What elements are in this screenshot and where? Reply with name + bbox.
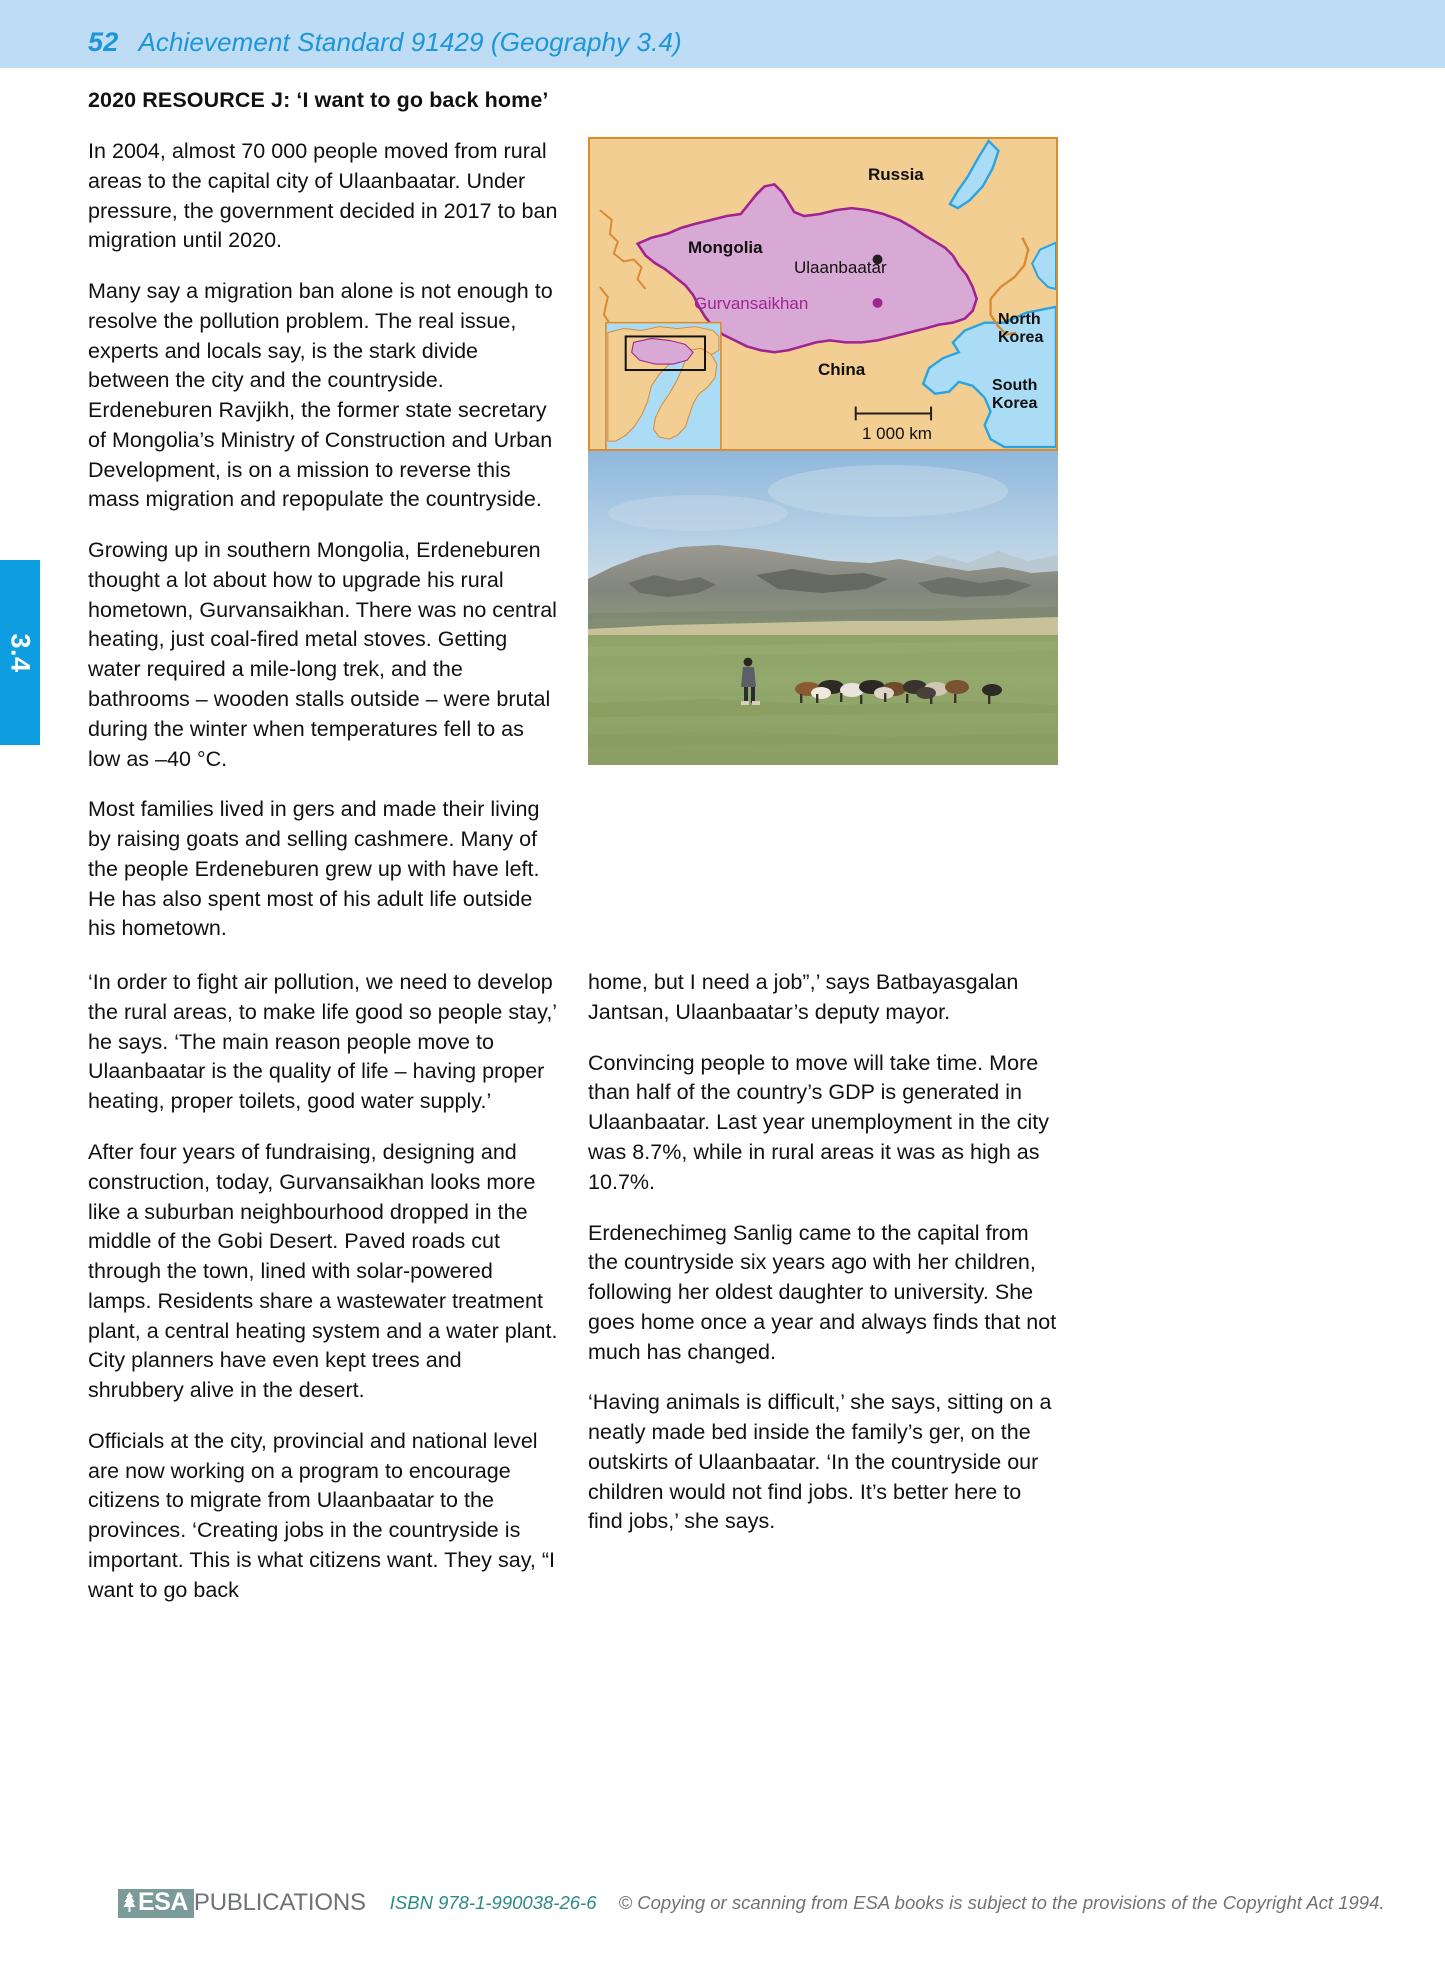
esa-logo — [118, 1888, 366, 1918]
paragraph: After four years of fundraising, designing and construction, today, Gurvansaikhan looks more like a suburban neighbourhood dropped in the middle of the Gobi Desert. Paved roads cut through the town, lined with solar-powered lamps. Residents share a wastewater treatment plant, a central heating system and a water plant. City planners have even kept trees and shrubbery alive in the desert. — [88, 1139, 558, 1403]
lower-section — [88, 968, 1358, 1602]
esa-logo-mark — [118, 1889, 194, 1918]
page-header — [0, 0, 1445, 68]
map-label-mongolia: Mongolia — [688, 238, 763, 257]
page-title: Achievement Standard 91429 (Geography 3.4) — [138, 27, 682, 57]
map-label-gurvansaikhan: Gurvansaikhan — [694, 294, 809, 313]
paragraph: Convincing people to move will take time. More than half of the country’s GDP is generated in Ulaanbaatar. Last year unemployment in the city was 8.7%, while in rural areas it was as high as 10.7%. — [588, 1050, 1050, 1194]
footer-copyright: © Copying or scanning from ESA books is subject to the provisions of the Copyright Act 1994. — [618, 1892, 1385, 1913]
media-column — [588, 137, 1058, 765]
map-scale-label: 1 000 km — [862, 424, 932, 443]
gurvansaikhan-dot — [873, 298, 883, 308]
map-label-south-korea-line1: South — [992, 377, 1038, 394]
paragraph: Growing up in southern Mongolia, Erdeneburen thought a lot about how to upgrade his rural hometown, Gurvansaikhan. There was no central heating, just coal-fired metal stoves. Getting water required a mile-long trek, and the bathrooms – wooden stalls outside – were brutal during the winter when temperatures fell to as low as –40 °C. — [88, 538, 557, 771]
paragraph: Most families lived in gers and made their living by raising goats and selling cashmere. Many of the people Erdeneburen grew up with have left. He has also spent most of his adult life outside his hometown. — [88, 797, 540, 941]
paragraph: Many say a migration ban alone is not enough to resolve the pollution problem. The real issue, experts and locals say, is the stark divide between the city and the countryside. Erdeneburen Ravjikh, the former state secretary of Mongolia’s Ministry of Construction and Urban Development, is on a mission to reverse this mass migration and repopulate the countryside. — [88, 279, 553, 512]
asia-inset-map — [606, 323, 721, 449]
page-footer — [0, 1880, 1445, 1926]
left-column-upper — [88, 137, 558, 944]
footer-isbn: ISBN 978-1-990038-26-6 — [389, 1892, 597, 1913]
steppe-photo-svg — [588, 451, 1058, 765]
paragraph: Officials at the city, provincial and national level are now working on a program to encourage citizens to migrate from Ulaanbaatar to the provinces. ‘Creating jobs in the countryside is important. This is what citizens want. They say, “I want to go back — [88, 1428, 556, 1602]
map-label-russia: Russia — [868, 165, 924, 184]
mongolia-map-svg — [590, 139, 1056, 449]
esa-logo-text: ESA — [138, 1887, 188, 1916]
tree-icon — [122, 1891, 137, 1913]
resource-title: 2020 RESOURCE J: ‘I want to go back home’ — [88, 88, 549, 112]
left-column-lower — [88, 968, 558, 1605]
header-inner — [88, 27, 682, 58]
map-label-north-korea-line1: North — [998, 311, 1041, 328]
map-label-china: China — [818, 360, 866, 379]
map-label-north-korea-line2: Korea — [998, 328, 1044, 346]
paragraph: ‘Having animals is difficult,’ she says, sitting on a neatly made bed inside the family’s ger, on the outskirts of Ulaanbaatar. ‘In the countryside our children would not find jobs. It’s better here to find jobs,’ she says. — [588, 1390, 1052, 1534]
paragraph: In 2004, almost 70 000 people moved from rural areas to the capital city of Ulaanbaatar. Under pressure, the government decided in 2017 to ban migration until 2020. — [88, 139, 558, 253]
chapter-side-tab-label: 3.4 — [5, 632, 36, 673]
map-label-ulaanbaatar: Ulaanbaatar — [794, 258, 887, 277]
map-label-north-korea — [998, 311, 1043, 347]
chapter-side-tab — [0, 560, 40, 745]
page-content — [88, 88, 1358, 1602]
map-label-south-korea — [992, 377, 1037, 413]
page-number: 52 — [88, 27, 119, 57]
paragraph: Erdenechimeg Sanlig came to the capital from the countryside six years ago with her children, following her oldest daughter to university. She goes home once a year and always finds that not much has changed. — [588, 1220, 1057, 1364]
paragraph: home, but I need a job”,’ says Batbayasgalan Jantsan, Ulaanbaatar’s deputy mayor. — [588, 970, 1019, 1024]
mongolia-map-figure — [588, 137, 1058, 451]
paragraph: ‘In order to fight air pollution, we need to develop the rural areas, to make life good so people stay,’ he says. ‘The main reason people move to Ulaanbaatar is the quality of life – having proper heating, proper toilets, good water supply.’ — [88, 970, 557, 1114]
upper-section — [88, 137, 1358, 944]
map-label-south-korea-line2: Korea — [992, 394, 1038, 412]
esa-publications-text: PUBLICATIONS — [193, 1889, 366, 1916]
right-column-lower — [588, 968, 1058, 1537]
steppe-photo-figure — [588, 451, 1058, 765]
